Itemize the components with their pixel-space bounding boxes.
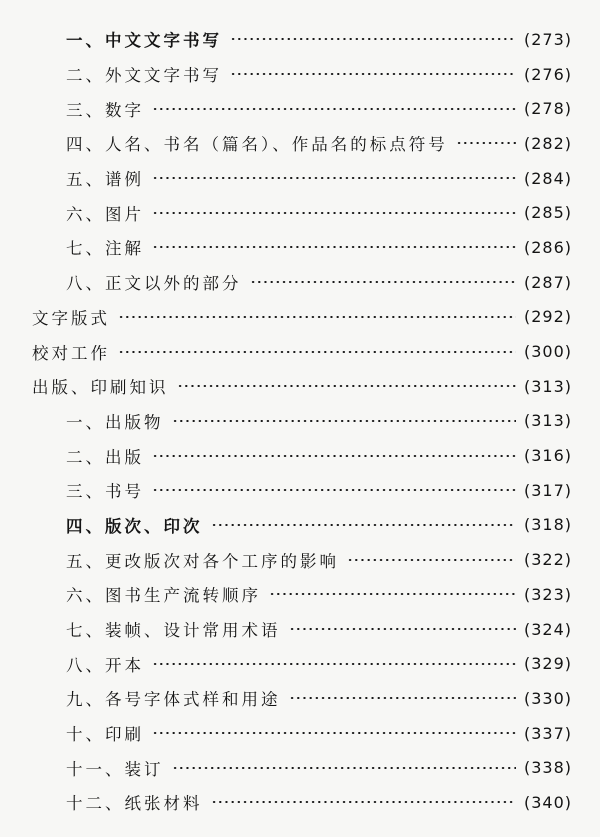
toc-entry-title: 三、数字 — [66, 100, 144, 120]
toc-entry-title: 一、出版物 — [66, 412, 164, 432]
toc-entry-title: 十一、装订 — [66, 759, 164, 779]
dot-leader — [152, 489, 516, 491]
dot-leader — [152, 177, 516, 179]
toc-entry-page-number: (324) — [523, 619, 572, 639]
table-of-contents — [0, 22, 600, 820]
toc-entry-title: 校对工作 — [32, 343, 110, 363]
toc-entry-title: 五、更改版次对各个工序的影响 — [66, 551, 339, 571]
dot-leader — [152, 732, 516, 734]
toc-entry-page-number: (278) — [523, 99, 572, 119]
dot-leader — [172, 767, 516, 769]
toc-entry-title: 八、正文以外的部分 — [66, 274, 242, 294]
dot-leader — [289, 628, 516, 630]
toc-entry-title: 三、书号 — [66, 482, 144, 502]
toc-entry-page-number: (282) — [523, 133, 572, 153]
toc-entry-title: 出版、印刷知识 — [32, 378, 169, 398]
dot-leader — [230, 73, 516, 75]
toc-entry-title: 六、图片 — [66, 204, 144, 224]
toc-entry-page-number: (313) — [523, 411, 572, 431]
dot-leader — [172, 420, 516, 422]
toc-entry-page-number: (284) — [523, 168, 572, 188]
dot-leader — [152, 108, 516, 110]
dot-leader — [152, 455, 516, 457]
toc-entry-page-number: (285) — [523, 203, 572, 223]
toc-entry-page-number: (318) — [523, 515, 572, 535]
dot-leader — [152, 246, 516, 248]
toc-entry — [0, 126, 600, 161]
toc-entry — [0, 91, 600, 126]
toc-entry-page-number: (323) — [523, 584, 572, 604]
toc-entry — [0, 369, 600, 404]
toc-entry-page-number: (329) — [523, 654, 572, 674]
toc-entry-page-number: (313) — [523, 376, 572, 396]
dot-leader — [289, 697, 516, 699]
dot-leader — [230, 38, 516, 40]
toc-entry-title: 五、谱例 — [66, 170, 144, 190]
dot-leader — [118, 351, 516, 353]
toc-entry-title: 七、注解 — [66, 239, 144, 259]
toc-entry-title: 四、人名、书名（篇名）、作品名的标点符号 — [66, 135, 448, 155]
toc-entry — [0, 612, 600, 647]
toc-entry — [0, 681, 600, 716]
toc-entry-title: 八、开本 — [66, 655, 144, 675]
toc-entry-page-number: (338) — [523, 758, 572, 778]
toc-entry-page-number: (273) — [523, 29, 572, 49]
toc-entry-title: 二、外文文字书写 — [66, 66, 222, 86]
toc-entry-page-number: (330) — [523, 688, 572, 708]
toc-entry — [0, 438, 600, 473]
toc-entry-page-number: (316) — [523, 446, 572, 466]
toc-entry — [0, 161, 600, 196]
toc-entry-page-number: (287) — [523, 272, 572, 292]
toc-entry-page-number: (340) — [523, 792, 572, 812]
toc-entry — [0, 22, 600, 57]
dot-leader — [152, 663, 516, 665]
toc-entry — [0, 785, 600, 820]
toc-entry — [0, 508, 600, 543]
toc-entry-page-number: (322) — [523, 550, 572, 570]
toc-entry-title: 文字版式 — [32, 308, 110, 328]
toc-entry — [0, 473, 600, 508]
toc-entry-title: 六、图书生产流转顺序 — [66, 586, 261, 606]
dot-leader — [250, 281, 516, 283]
toc-entry — [0, 57, 600, 92]
toc-entry — [0, 577, 600, 612]
toc-entry-page-number: (337) — [523, 723, 572, 743]
toc-entry — [0, 195, 600, 230]
dot-leader — [177, 385, 516, 387]
toc-entry — [0, 334, 600, 369]
toc-entry-page-number: (286) — [523, 237, 572, 257]
toc-entry-page-number: (317) — [523, 480, 572, 500]
toc-entry — [0, 716, 600, 751]
toc-entry-title: 二、出版 — [66, 447, 144, 467]
toc-entry — [0, 542, 600, 577]
toc-entry — [0, 300, 600, 335]
toc-entry — [0, 265, 600, 300]
toc-entry-page-number: (292) — [523, 307, 572, 327]
toc-entry-title: 十二、纸张材料 — [66, 794, 203, 814]
toc-entry — [0, 646, 600, 681]
dot-leader — [347, 559, 516, 561]
dot-leader — [152, 212, 516, 214]
toc-entry — [0, 404, 600, 439]
dot-leader — [118, 316, 516, 318]
toc-entry-title: 一、中文文字书写 — [66, 31, 222, 51]
dot-leader — [269, 593, 516, 595]
toc-entry — [0, 230, 600, 265]
toc-entry — [0, 750, 600, 785]
toc-entry-page-number: (300) — [523, 342, 572, 362]
toc-entry-title: 九、各号字体式样和用途 — [66, 690, 281, 710]
toc-entry-title: 十、印刷 — [66, 725, 144, 745]
dot-leader — [456, 142, 516, 144]
dot-leader — [211, 524, 516, 526]
toc-entry-page-number: (276) — [523, 64, 572, 84]
dot-leader — [211, 801, 516, 803]
toc-entry-title: 四、版次、印次 — [66, 516, 203, 536]
toc-entry-title: 七、装帧、设计常用术语 — [66, 621, 281, 641]
